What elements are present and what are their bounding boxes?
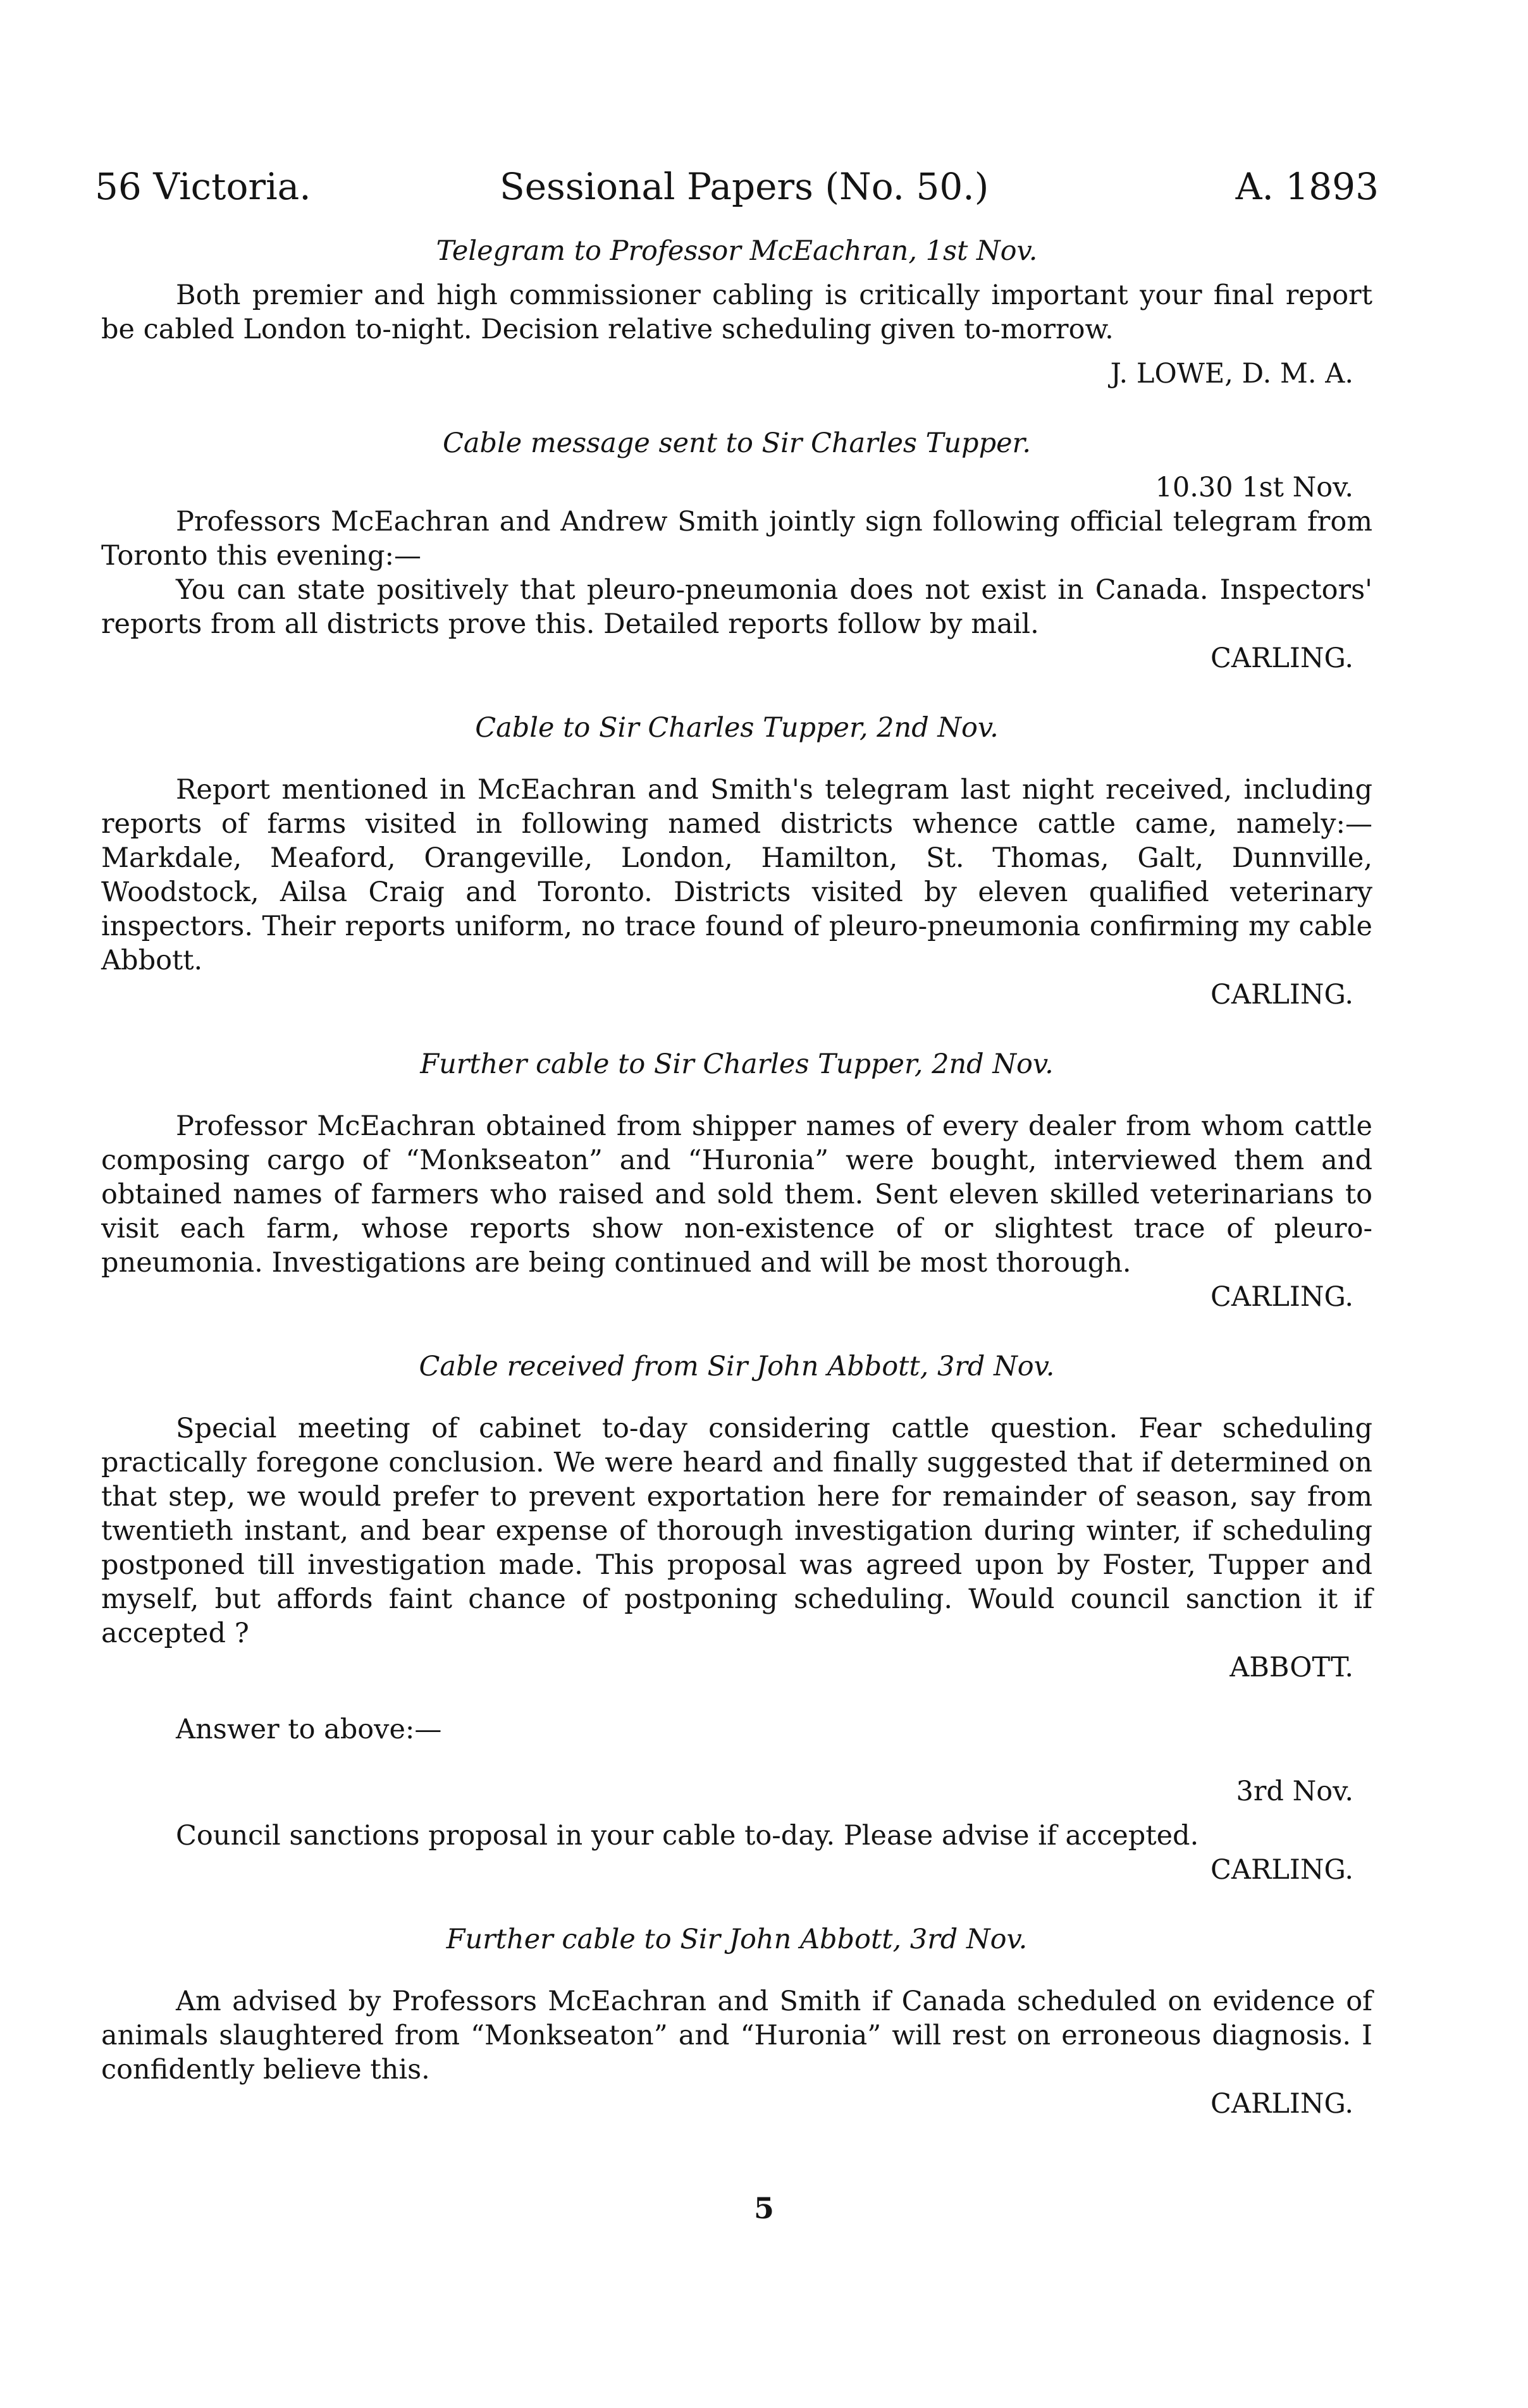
section-heading: Further cable to Sir Charles Tupper, 2nd Nov. xyxy=(420,1048,1054,1080)
section-signature: J. LOWE, D. M. A. xyxy=(1110,358,1353,390)
page-body xyxy=(101,234,1372,2121)
section-signature: CARLING. xyxy=(1211,1854,1353,1886)
section-paragraph: Special meeting of cabinet to-day considering cattle question. Fear scheduling practically foregone conclusion. We were heard and finally suggested that if determined on that step, we would prefer to prevent exportation here for remainder of season, say from twentieth instant, and bear expense of thorough investigation during winter, if scheduling postponed till investigation made. This proposal was agreed upon by Foster, Tupper and myself, but affords faint chance of postponing scheduling. Would council sanction it if accepted ? xyxy=(101,1413,1372,1649)
section-signature: CARLING. xyxy=(1211,1281,1353,1313)
section-paragraph: Council sanctions proposal in your cable to-day. Please advise if accepted. xyxy=(176,1820,1199,1852)
section-paragraph: Both premier and high commissioner cabling is critically important your final report be cabled London to-night. Decision relative scheduling given to-morrow. xyxy=(101,280,1372,345)
section-paragraph: You can state positively that pleuro-pneumonia does not exist in Canada. Inspectors' reports from all districts prove this. Detailed reports follow by mail. xyxy=(101,574,1372,640)
section-heading: Telegram to Professor McEachran, 1st Nov. xyxy=(436,235,1038,267)
section-paragraph: Professors McEachran and Andrew Smith jointly sign following official telegram from Toronto this evening:— xyxy=(101,506,1372,572)
section-signature: CARLING. xyxy=(1211,2088,1353,2120)
section-signature: ABBOTT. xyxy=(1229,1652,1353,1683)
section-date: 10.30 1st Nov. xyxy=(1155,472,1353,503)
section-heading: Cable to Sir Charles Tupper, 2nd Nov. xyxy=(475,712,999,744)
header-session: 56 Victoria. xyxy=(95,165,311,208)
section-signature: CARLING. xyxy=(1211,979,1353,1010)
section-paragraph: Am advised by Professors McEachran and Smith if Canada scheduled on evidence of animals slaughtered from “Monkseaton” and “Huronia” will rest on erroneous diagnosis. I confidently believe this. xyxy=(101,1986,1372,2086)
answer-label: Answer to above:— xyxy=(176,1714,442,1745)
page-header xyxy=(95,158,1379,215)
section-date: 3rd Nov. xyxy=(1236,1776,1353,1807)
section-signature: CARLING. xyxy=(1211,642,1353,674)
section-paragraph: Report mentioned in McEachran and Smith's telegram last night received, including reports of farms visited in following named districts whence cattle came, namely:—Markdale, Meaford, Orangeville, London, Hamilton, St. Thomas, Galt, Dunnville, Woodstock, Ailsa Craig and Toronto. Districts visited by eleven qualified veterinary inspectors. Their reports uniform, no trace found of pleuro-pneumonia confirming my cable Abbott. xyxy=(101,774,1372,976)
section-heading: Further cable to Sir John Abbott, 3rd Nov. xyxy=(446,1924,1028,1955)
header-title: Sessional Papers (No. 50.) xyxy=(500,165,989,208)
section-paragraph: Professor McEachran obtained from shipper names of every dealer from whom cattle composing cargo of “Monkseaton” and “Huronia” were bought, interviewed them and obtained names of farmers who raised and sold them. Sent eleven skilled veterinarians to visit each farm, whose reports show non-existence of or slightest trace of pleuro-pneumonia. Investigations are being continued and will be most thorough. xyxy=(101,1110,1372,1279)
section-heading: Cable message sent to Sir Charles Tupper. xyxy=(442,427,1032,459)
page-number: 5 xyxy=(753,2191,774,2225)
header-year: A. 1893 xyxy=(1235,165,1379,208)
section-heading: Cable received from Sir John Abbott, 3rd Nov. xyxy=(419,1351,1055,1382)
